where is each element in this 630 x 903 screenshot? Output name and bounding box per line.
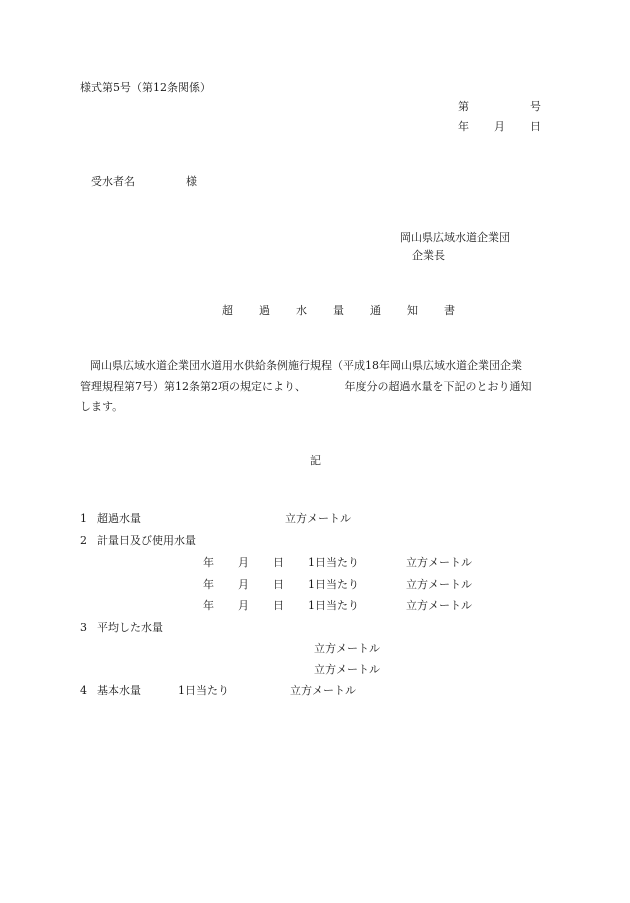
sender-organization: 岡山県広域水道企業団 xyxy=(400,231,510,244)
item4-per-day: 1日当たり xyxy=(178,684,229,697)
row3-day: 日 xyxy=(273,599,284,612)
row3-month: 月 xyxy=(238,599,249,612)
row2-year: 年 xyxy=(203,578,214,591)
item4-number: 4 xyxy=(80,684,87,697)
item2-label: 計量日及び使用水量 xyxy=(97,534,196,547)
item1-label: 超過水量 xyxy=(97,512,141,525)
body-line-1: 岡山県広域水道企業団水道用水供給条例施行規程（平成18年岡山県広域水道企業団企業 xyxy=(90,359,522,372)
title-char: 超 xyxy=(222,304,233,317)
date-year: 年 xyxy=(458,120,469,133)
row1-year: 年 xyxy=(203,556,214,569)
row1-unit: 立方メートル xyxy=(406,556,472,569)
document-title xyxy=(222,305,455,316)
item1-number: 1 xyxy=(80,512,87,525)
row1-day: 日 xyxy=(273,556,284,569)
item3-unit-2: 立方メートル xyxy=(314,663,380,676)
row1-month: 月 xyxy=(238,556,249,569)
item3-number: 3 xyxy=(80,621,87,634)
date-day: 日 xyxy=(530,120,541,133)
row2-per-day: 1日当たり xyxy=(308,578,359,591)
recipient-label: 受水者名 xyxy=(91,175,135,188)
ki-heading: 記 xyxy=(310,454,321,467)
row3-per-day: 1日当たり xyxy=(308,599,359,612)
number-dai: 第 xyxy=(458,100,469,113)
row2-day: 日 xyxy=(273,578,284,591)
row2-month: 月 xyxy=(238,578,249,591)
title-char: 過 xyxy=(259,304,270,317)
title-char: 書 xyxy=(444,304,455,317)
date-month: 月 xyxy=(494,120,505,133)
number-go: 号 xyxy=(530,100,541,113)
recipient-honorific: 様 xyxy=(186,175,197,188)
row3-unit: 立方メートル xyxy=(406,599,472,612)
sender-position: 企業長 xyxy=(412,249,445,262)
item2-number: 2 xyxy=(80,534,87,547)
title-char: 知 xyxy=(407,304,418,317)
row2-unit: 立方メートル xyxy=(406,578,472,591)
item1-unit: 立方メートル xyxy=(285,512,351,525)
item4-unit: 立方メートル xyxy=(290,684,356,697)
item3-unit-1: 立方メートル xyxy=(314,642,380,655)
title-char: 通 xyxy=(370,304,381,317)
body-line-3: します。 xyxy=(80,400,124,413)
body-line-2: 管理規程第7号）第12条第2項の規定により、 年度分の超過水量を下記のとおり通知 xyxy=(80,380,532,393)
item3-label: 平均した水量 xyxy=(97,621,163,634)
row3-year: 年 xyxy=(203,599,214,612)
item4-label: 基本水量 xyxy=(97,684,141,697)
form-number: 様式第5号（第12条関係） xyxy=(80,81,211,94)
row1-per-day: 1日当たり xyxy=(308,556,359,569)
title-char: 量 xyxy=(333,304,344,317)
title-char: 水 xyxy=(296,304,307,317)
